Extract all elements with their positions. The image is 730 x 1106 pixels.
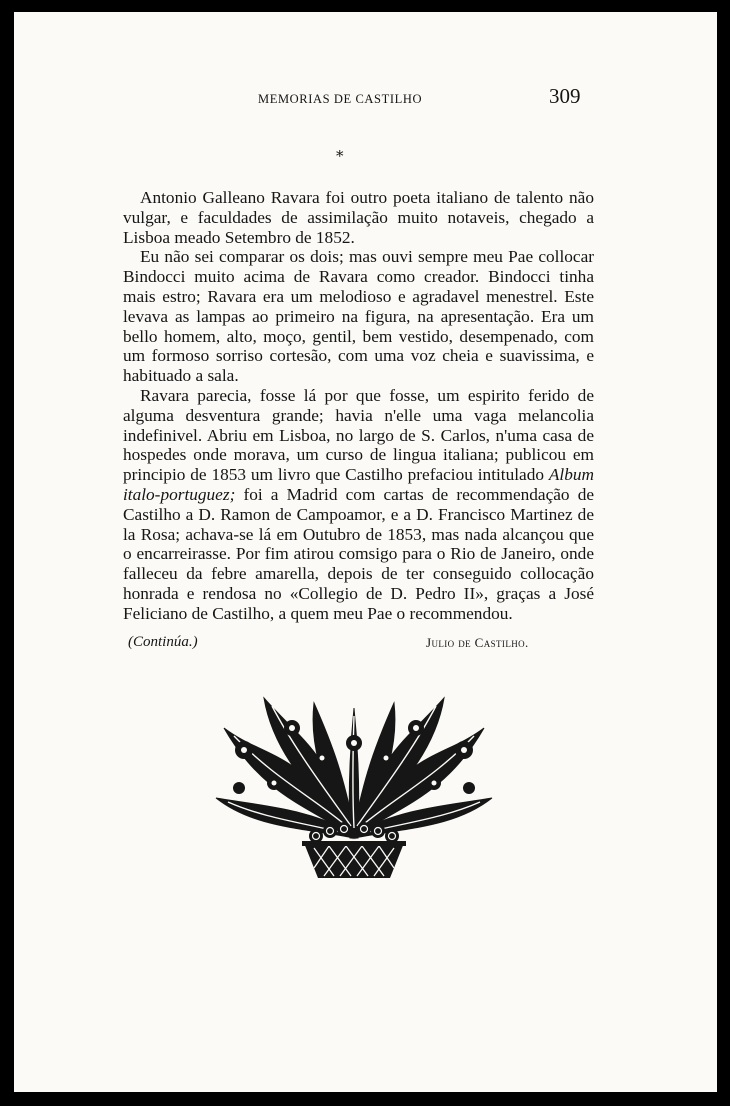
- section-asterisk: *: [336, 147, 344, 165]
- page-number: 309: [549, 84, 581, 108]
- continued-note: (Continúa.): [128, 634, 198, 650]
- paragraph-3-text-b: foi a Madrid com cartas de recommendação de Castilho a D. Ramon de Campoamor, e a D. Francisco Martinez de la Rosa; achava-se lá em Outubro de 1853, mas nada alcançou que o encarreirasse. Por fim atirou comsigo para o Rio de Janeiro, onde falleceu da febre amarella, depois de ter conseguido collocação honrada e rendosa no «Collegio de D. Pedro II», graças a José Feliciano de Castilho, a quem meu Pae o recommendou.: [123, 484, 595, 623]
- paragraph-3: [123, 386, 594, 624]
- book-title: Album italo-portuguez;: [123, 465, 594, 504]
- article-body: [123, 188, 594, 624]
- document-page: [14, 12, 717, 1092]
- author-signature: Julio de Castilho.: [426, 635, 529, 650]
- running-title: MEMORIAS DE CASTILHO: [258, 92, 423, 106]
- paragraph-3-text-a: Ravara parecia, fosse lá por que fosse, um espirito ferido de alguma desventura grande; havia n'elle uma vaga melancolia indefinivel. Abriu em Lisboa, no largo de S. Carlos, n'uma casa de hospedes onde morava, um curso de lingua italiana; publicou em principio de 1853 um livro que Castilho prefaciou intitulado: [123, 385, 594, 485]
- paragraph-1: Antonio Galleano Ravara foi outro poeta italiano de talento não vulgar, e faculdades de assimilação muito notaveis, chegado a Lisboa meado Setembro de 1852.: [123, 188, 594, 247]
- paragraph-2: Eu não sei comparar os dois; mas ouvi sempre meu Pae collocar Bindocci muito acima de Ravara como creador. Bindocci tinha mais estro; Ravara era um melodioso e agradavel menestrel. Este levava as lampas ao primeiro na figura, na apresentação. Era um bello homem, alto, moço, gentil, bem vestido, desempenado, com um formoso sorriso cortesão, com uma voz cheia e suavissima, e habituado a sala.: [123, 247, 594, 386]
- flower-basket-ornament-icon: [204, 688, 504, 884]
